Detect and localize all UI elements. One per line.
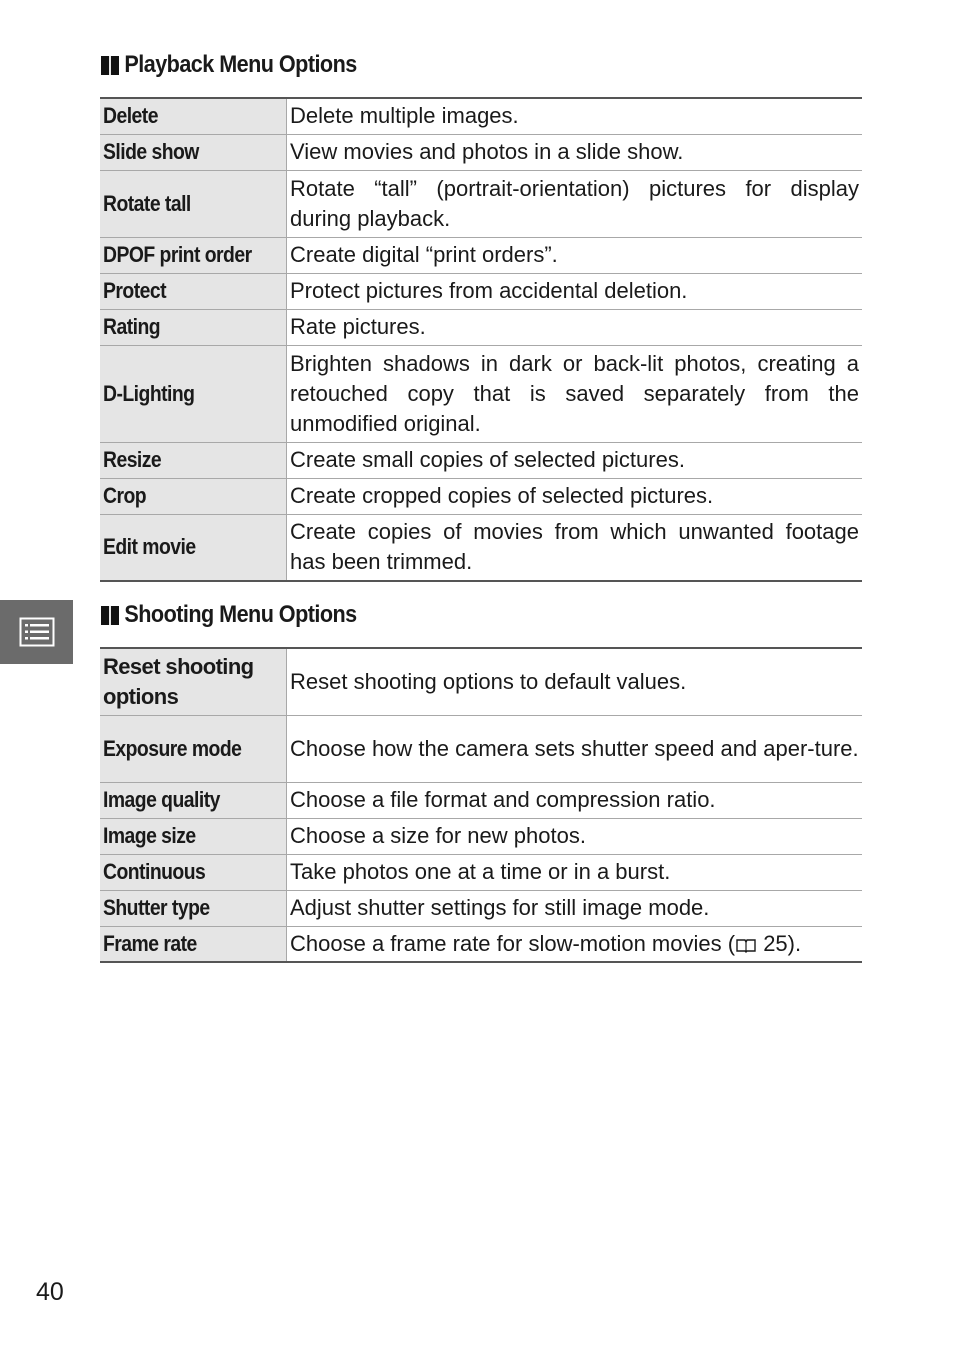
option-description: Choose how the camera sets shutter speed and aper-ture.	[287, 715, 863, 782]
table-row	[100, 648, 862, 715]
playback-options-table	[100, 97, 862, 582]
option-description: Protect pictures from accidental deletion.	[287, 273, 863, 309]
table-row	[100, 309, 862, 345]
option-description: Create copies of movies from which unwanted footage has been trimmed.	[287, 514, 863, 581]
option-description: Brighten shadows in dark or back-lit photos, creating a retouched copy that is saved separately from the unmodified original.	[287, 345, 863, 442]
option-description: Choose a size for new photos.	[287, 818, 863, 854]
page-number: 40	[36, 1278, 64, 1306]
option-name: Crop	[100, 478, 287, 514]
option-name: Reset shooting options	[100, 648, 287, 715]
option-name: Delete	[100, 98, 287, 134]
table-row	[100, 926, 862, 962]
menu-list-icon	[19, 617, 55, 647]
option-name: Exposure mode	[100, 715, 287, 782]
table-row	[100, 854, 862, 890]
option-name: Image quality	[100, 782, 287, 818]
section-tab	[0, 600, 73, 664]
table-row	[100, 237, 862, 273]
heading-marker-icon	[101, 56, 119, 75]
book-reference-icon	[735, 937, 757, 953]
option-description: Rate pictures.	[287, 309, 863, 345]
option-name: DPOF print order	[100, 237, 287, 273]
table-row	[100, 514, 862, 581]
option-description: Rotate “tall” (portrait-orientation) pictures for display during playback.	[287, 170, 863, 237]
option-name: D-Lighting	[100, 345, 287, 442]
playback-heading	[101, 51, 357, 79]
shooting-options-table	[100, 647, 862, 963]
table-row	[100, 98, 862, 134]
table-row	[100, 818, 862, 854]
shooting-heading-text: Shooting Menu Options	[124, 601, 357, 628]
table-row	[100, 890, 862, 926]
table-row	[100, 345, 862, 442]
table-row	[100, 715, 862, 782]
heading-marker-icon	[101, 606, 119, 625]
option-description: Adjust shutter settings for still image mode.	[287, 890, 863, 926]
option-name: Slide show	[100, 134, 287, 170]
option-name: Edit movie	[100, 514, 287, 581]
table-row	[100, 170, 862, 237]
table-row	[100, 273, 862, 309]
option-name: Resize	[100, 442, 287, 478]
option-name: Rating	[100, 309, 287, 345]
table-row	[100, 782, 862, 818]
option-name: Protect	[100, 273, 287, 309]
option-description: Create small copies of selected pictures.	[287, 442, 863, 478]
option-description: Create digital “print orders”.	[287, 237, 863, 273]
option-description: Choose a file format and compression ratio.	[287, 782, 863, 818]
option-name: Frame rate	[100, 926, 287, 962]
table-row	[100, 442, 862, 478]
option-description: Choose a frame rate for slow-motion movies ( 25).	[287, 926, 863, 962]
option-name: Rotate tall	[100, 170, 287, 237]
option-name: Shutter type	[100, 890, 287, 926]
option-description: Reset shooting options to default values.	[287, 648, 863, 715]
page-reference[interactable]: 25	[763, 930, 788, 956]
playback-heading-text: Playback Menu Options	[124, 51, 357, 78]
option-description: Take photos one at a time or in a burst.	[287, 854, 863, 890]
table-row	[100, 478, 862, 514]
option-description: View movies and photos in a slide show.	[287, 134, 863, 170]
shooting-heading	[101, 601, 357, 629]
option-name: Image size	[100, 818, 287, 854]
option-name: Continuous	[100, 854, 287, 890]
table-row	[100, 134, 862, 170]
option-description: Create cropped copies of selected pictures.	[287, 478, 863, 514]
option-description: Delete multiple images.	[287, 98, 863, 134]
